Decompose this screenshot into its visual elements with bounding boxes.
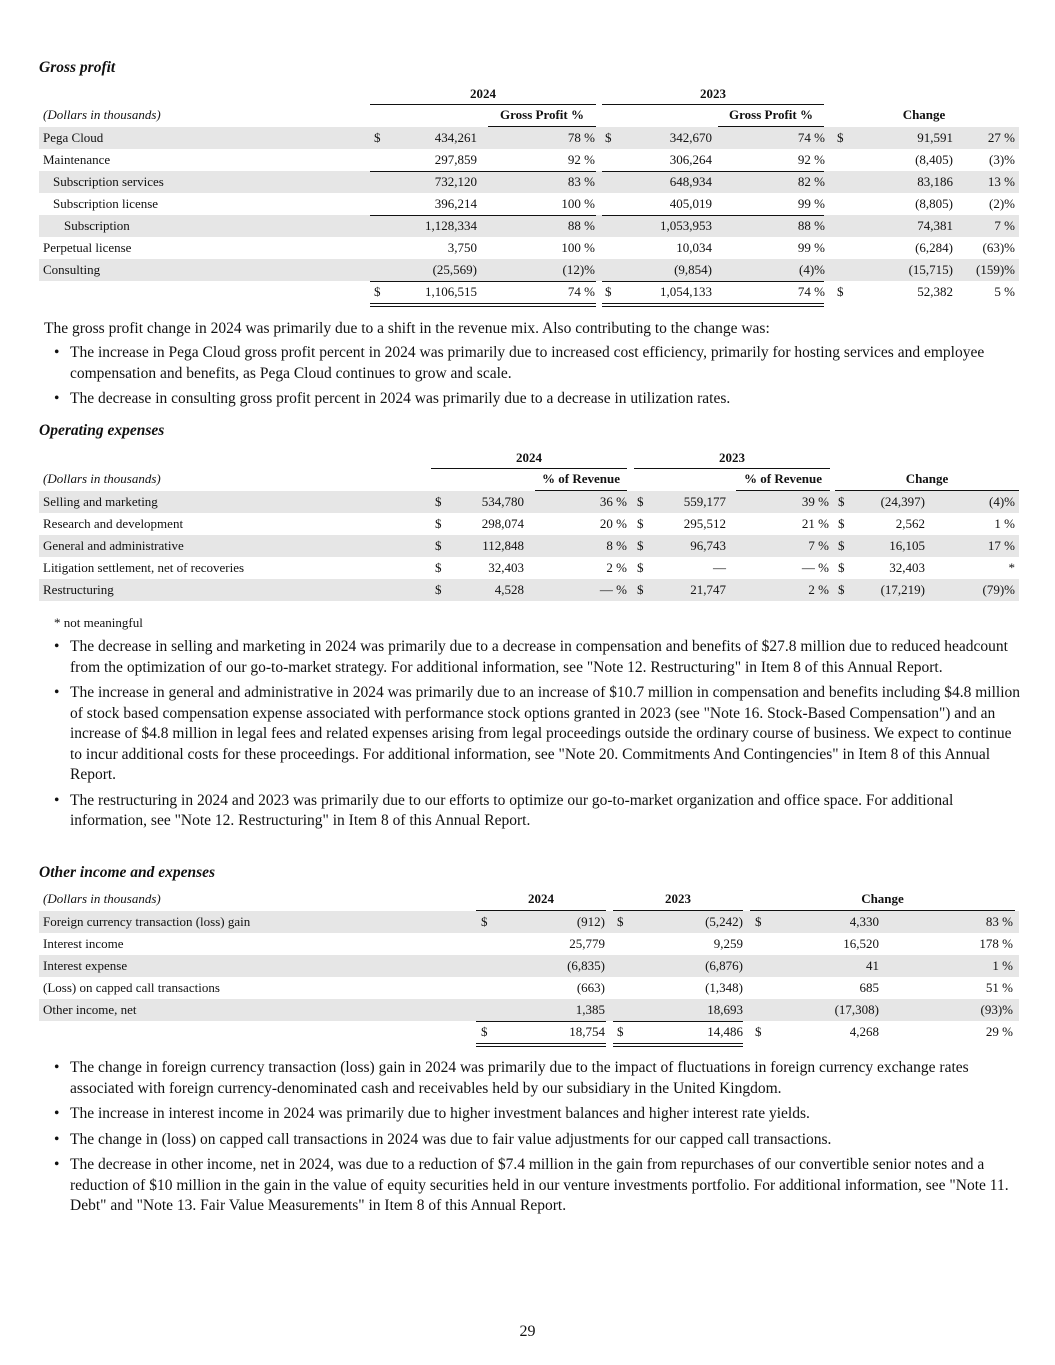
row-label: (Loss) on capped call transactions <box>43 980 220 995</box>
change-value: 91,591 <box>917 130 953 145</box>
change-pct: (159)% <box>976 262 1015 277</box>
subtotal-rule <box>602 215 824 216</box>
currency-symbol: $ <box>637 516 644 531</box>
currency-symbol: $ <box>838 538 845 553</box>
currency-symbol: $ <box>755 1024 762 1039</box>
gp-table-row <box>39 259 1019 281</box>
gp-table-row <box>39 215 1019 237</box>
currency-symbol: $ <box>637 538 644 553</box>
oi-year1-header: 2024 <box>528 891 554 906</box>
change-value: (6,284) <box>915 240 953 255</box>
op-subheader-row <box>39 468 1019 490</box>
value-2024: 3,750 <box>447 240 477 255</box>
other-income-table <box>39 889 1019 1044</box>
value-2024: 434,261 <box>434 130 477 145</box>
value-2024: 1,385 <box>575 1002 605 1017</box>
subtotal-rule <box>370 171 596 172</box>
currency-symbol: $ <box>435 516 442 531</box>
bullet-item <box>54 343 1020 384</box>
change-value: 4,330 <box>849 914 879 929</box>
value-2023: — <box>713 560 726 575</box>
value-2023: 405,019 <box>669 196 712 211</box>
value-2024: 4,528 <box>494 582 524 597</box>
pct-2024: 36 % <box>599 494 627 509</box>
value-2024: (663) <box>576 980 605 995</box>
oi-header-row <box>39 889 1019 909</box>
row-label: Subscription <box>64 218 130 233</box>
change-pct: (93)% <box>980 1002 1013 1017</box>
bullet-icon: • <box>54 1156 60 1173</box>
row-label: Maintenance <box>43 152 111 167</box>
value-2023: 648,934 <box>669 174 712 189</box>
subtotal-rule <box>476 1021 606 1022</box>
bullet-icon: • <box>54 791 60 809</box>
value-2023: 559,177 <box>683 494 726 509</box>
bullet-icon: • <box>54 638 60 655</box>
currency-symbol: $ <box>605 130 612 145</box>
gp-table-row <box>39 193 1019 215</box>
currency-symbol: $ <box>435 538 442 553</box>
gp-bullet-list <box>54 343 1020 415</box>
row-label: Litigation settlement, net of recoveries <box>43 560 245 575</box>
change-value: (8,805) <box>915 196 953 211</box>
value-2023: 21,747 <box>690 582 726 597</box>
gp-pct1-header: Gross Profit % <box>499 107 584 122</box>
change-value: 685 <box>859 980 879 995</box>
gp-subheader-row <box>39 104 1019 126</box>
bullet-item <box>54 1155 1020 1217</box>
change-value: 32,403 <box>889 560 925 575</box>
value-2024: 298,074 <box>481 516 524 531</box>
gp-intro-paragraph: The gross profit change in 2024 was primarily due to a shift in the revenue mix. Also contributing to the change was: <box>44 320 770 337</box>
op-table-row <box>39 579 1019 601</box>
change-value: (8,405) <box>915 152 953 167</box>
subtotal-rule <box>602 171 824 172</box>
currency-symbol: $ <box>435 494 442 509</box>
pct-2024: 2 % <box>606 560 627 575</box>
change-pct: 5 % <box>994 284 1015 299</box>
currency-symbol: $ <box>838 494 845 509</box>
gp-table-row <box>39 127 1019 149</box>
pct-2024: 20 % <box>599 516 627 531</box>
op-change-header: Change <box>905 471 949 486</box>
value-2023: (5,242) <box>705 914 743 929</box>
bullet-text: The change in (loss) on capped call transactions in 2024 was due to fair value adjustments for our capped call transactions. <box>70 1130 832 1148</box>
change-pct: * <box>1008 560 1015 575</box>
change-pct: (63)% <box>982 240 1015 255</box>
value-2023: (1,348) <box>705 980 743 995</box>
pct-2024: 92 % <box>567 152 595 167</box>
pct-2024: 100 % <box>561 196 595 211</box>
pct-2023: 99 % <box>797 196 825 211</box>
subtotal-rule <box>613 1021 743 1022</box>
bullet-icon: • <box>54 1130 60 1148</box>
row-label: Subscription services <box>53 174 164 189</box>
value-2024: (912) <box>576 914 605 929</box>
row-label: Restructuring <box>43 582 114 597</box>
row-label: Consulting <box>43 262 101 277</box>
total-double-rule <box>476 1043 606 1047</box>
pct-2023: 99 % <box>797 240 825 255</box>
op-pct2-header: % of Revenue <box>744 471 822 486</box>
gp-table-row <box>39 149 1019 171</box>
gross-profit-title: Gross profit <box>39 59 116 76</box>
bullet-text: The change in foreign currency transaction (loss) gain in 2024 was primarily due to the impact of fluctuations in foreign currency exchange rates associated with foreign currency-denominated cash and receivables held by our subsidiary in the United Kingdom. <box>70 1059 969 1097</box>
change-pct: 1 % <box>992 958 1013 973</box>
bullet-text: The increase in general and administrative in 2024 was primarily due to an increase of $10.7 million in compensation and benefits including $4.8 million of stock based compensation expense associated with performance stock options granted in 2023 (see "Note 16. Stock-Based Compensation") and an increase of $4.8 million in legal fees and related expenses arising from legal proceedings outside the ordinary course of business. We expect to continue to incur additional costs for these proceedings. For additional information, see "Note 20. Commitments And Contingencies" in Item 8 of this Annual Report. <box>70 684 1020 783</box>
row-label: Interest income <box>43 936 124 951</box>
gp-units-label: (Dollars in thousands) <box>43 107 161 122</box>
value-2024: 32,403 <box>488 560 524 575</box>
change-value: (24,397) <box>880 494 925 509</box>
op-table-row <box>39 513 1019 535</box>
change-pct: (79)% <box>982 582 1015 597</box>
operating-expenses-title: Operating expenses <box>39 422 165 439</box>
change-pct: 29 % <box>985 1024 1013 1039</box>
change-pct: 178 % <box>979 936 1013 951</box>
pct-2023: (4)% <box>799 262 825 277</box>
row-label: Selling and marketing <box>43 494 158 509</box>
op-table-row <box>39 557 1019 579</box>
row-label: Foreign currency transaction (loss) gain <box>43 914 251 929</box>
change-value: (15,715) <box>908 262 953 277</box>
subtotal-rule <box>602 281 824 282</box>
currency-symbol: $ <box>617 914 624 929</box>
pct-2024: (12)% <box>562 262 595 277</box>
value-2024: 112,848 <box>482 538 524 553</box>
pct-2024: 83 % <box>567 174 595 189</box>
oi-table-row <box>39 999 1019 1021</box>
change-pct: (4)% <box>989 494 1015 509</box>
value-2024: 732,120 <box>434 174 477 189</box>
oi-table-row <box>39 977 1019 999</box>
change-pct: 7 % <box>994 218 1015 233</box>
op-table-row <box>39 535 1019 557</box>
currency-symbol: $ <box>617 1024 624 1039</box>
value-2023: (6,876) <box>705 958 743 973</box>
change-pct: (3)% <box>989 152 1015 167</box>
oi-table-row <box>39 955 1019 977</box>
gp-year-header-row <box>39 84 1019 104</box>
op-units-label: (Dollars in thousands) <box>43 471 161 486</box>
change-value: 74,381 <box>917 218 953 233</box>
value-2024: 396,214 <box>434 196 477 211</box>
bullet-text: The decrease in selling and marketing in 2024 was primarily due to a decrease in compensation and benefits of $27.8 million due to reduced headcount from the optimization of our go-to-market strategy. For additional information, see "Note 12. Restructuring" in Item 8 of this Annual Report. <box>70 638 1008 676</box>
bullet-item <box>54 1058 1020 1099</box>
value-2023: 14,486 <box>707 1024 743 1039</box>
bullet-icon: • <box>54 1059 60 1076</box>
op-year1-header: 2024 <box>516 450 542 465</box>
bullet-text: The decrease in consulting gross profit percent in 2024 was primarily due to a decrease in utilization rates. <box>70 390 731 407</box>
pct-2023: 92 % <box>797 152 825 167</box>
row-label: Research and development <box>43 516 184 531</box>
pct-2024: 78 % <box>567 130 595 145</box>
other-income-title: Other income and expenses <box>39 864 216 881</box>
change-pct: 17 % <box>987 538 1015 553</box>
bullet-text: The increase in Pega Cloud gross profit percent in 2024 was primarily due to increased cost efficiency, primarily for hosting services and employee compensation and benefits, as Pega Cloud continues to grow and scale. <box>70 344 985 382</box>
subtotal-rule <box>370 215 596 216</box>
change-value: 4,268 <box>849 1024 879 1039</box>
subtotal-rule <box>370 281 596 282</box>
oi-units-label: (Dollars in thousands) <box>43 891 161 906</box>
pct-2024: — % <box>599 582 627 597</box>
row-label: Perpetual license <box>43 240 132 255</box>
page-number: 29 <box>519 1323 536 1340</box>
oi-table-row <box>39 933 1019 955</box>
bullet-item <box>54 683 1020 786</box>
pct-2023: — % <box>801 560 829 575</box>
op-year2-header: 2023 <box>719 450 745 465</box>
bullet-item <box>54 1130 1020 1151</box>
bullet-icon: • <box>54 1105 60 1122</box>
pct-2023: 7 % <box>808 538 829 553</box>
change-value: (17,308) <box>834 1002 879 1017</box>
change-pct: 83 % <box>985 914 1013 929</box>
bullet-item <box>54 791 1020 832</box>
value-2024: 18,754 <box>569 1024 605 1039</box>
op-year-header-row <box>39 448 1019 468</box>
total-double-rule <box>602 303 824 307</box>
change-pct: (2)% <box>989 196 1015 211</box>
value-2024: 534,780 <box>481 494 524 509</box>
pct-2024: 8 % <box>606 538 627 553</box>
value-2024: 25,779 <box>569 936 605 951</box>
value-2024: (25,569) <box>432 262 477 277</box>
change-value: 2,562 <box>895 516 925 531</box>
currency-symbol: $ <box>837 130 844 145</box>
change-value: 16,520 <box>843 936 879 951</box>
gp-year2-header: 2023 <box>700 86 726 101</box>
value-2023: (9,854) <box>674 262 712 277</box>
row-label: Other income, net <box>43 1002 137 1017</box>
oi-year2-header: 2023 <box>665 891 691 906</box>
oi-change-header: Change <box>861 891 904 906</box>
pct-2024: 88 % <box>567 218 595 233</box>
not-meaningful-footnote: * not meaningful <box>54 615 143 630</box>
value-2023: 9,259 <box>713 936 743 951</box>
gp-year1-header: 2024 <box>470 86 496 101</box>
pct-2024: 100 % <box>561 240 595 255</box>
row-label: General and administrative <box>43 538 184 553</box>
pct-2023: 2 % <box>808 582 829 597</box>
currency-symbol: $ <box>637 560 644 575</box>
value-2024: 1,128,334 <box>425 218 477 233</box>
value-2024: 1,106,515 <box>425 284 477 299</box>
pct-2023: 74 % <box>797 284 825 299</box>
gp-total-row <box>39 281 1019 303</box>
currency-symbol: $ <box>374 130 381 145</box>
currency-symbol: $ <box>637 582 644 597</box>
row-label: Subscription license <box>53 196 159 211</box>
total-double-rule <box>613 1043 743 1047</box>
bullet-item <box>54 1104 1020 1125</box>
total-double-rule <box>370 303 596 307</box>
gp-table-row <box>39 171 1019 193</box>
value-2024: (6,835) <box>567 958 605 973</box>
change-value: 83,186 <box>917 174 953 189</box>
oi-bullet-list <box>54 1058 1020 1222</box>
op-pct1-header: % of Revenue <box>542 471 620 486</box>
currency-symbol: $ <box>838 582 845 597</box>
change-pct: 1 % <box>994 516 1015 531</box>
gp-table-row <box>39 237 1019 259</box>
currency-symbol: $ <box>481 914 488 929</box>
pct-2023: 21 % <box>801 516 829 531</box>
gp-change-header: Change <box>902 107 946 122</box>
value-2023: 295,512 <box>683 516 726 531</box>
currency-symbol: $ <box>838 560 845 575</box>
pct-2023: 88 % <box>797 218 825 233</box>
op-table-row <box>39 491 1019 513</box>
bullet-icon: • <box>54 344 60 361</box>
currency-symbol: $ <box>755 914 762 929</box>
change-pct: 51 % <box>985 980 1013 995</box>
currency-symbol: $ <box>838 516 845 531</box>
currency-symbol: $ <box>605 284 612 299</box>
pct-2024: 74 % <box>567 284 595 299</box>
value-2023: 18,693 <box>707 1002 743 1017</box>
row-label: Pega Cloud <box>43 130 104 145</box>
value-2023: 306,264 <box>669 152 712 167</box>
value-2023: 96,743 <box>690 538 726 553</box>
change-value: 41 <box>866 958 879 973</box>
currency-symbol: $ <box>837 284 844 299</box>
operating-expenses-table <box>39 448 1019 603</box>
currency-symbol: $ <box>637 494 644 509</box>
currency-symbol: $ <box>435 560 442 575</box>
bullet-icon: • <box>54 684 60 701</box>
oi-table-row <box>39 911 1019 933</box>
value-2023: 1,054,133 <box>660 284 712 299</box>
change-value: (17,219) <box>880 582 925 597</box>
bullet-icon: • <box>54 390 60 407</box>
currency-symbol: $ <box>435 582 442 597</box>
gp-pct2-header: Gross Profit % <box>728 107 813 122</box>
change-pct: 27 % <box>987 130 1015 145</box>
pct-2023: 82 % <box>797 174 825 189</box>
value-2024: 297,859 <box>434 152 477 167</box>
value-2023: 10,034 <box>676 240 712 255</box>
pct-2023: 74 % <box>797 130 825 145</box>
bullet-item <box>54 389 1020 410</box>
change-pct: 13 % <box>987 174 1015 189</box>
currency-symbol: $ <box>374 284 381 299</box>
bullet-text: The increase in interest income in 2024 was primarily due to higher investment balances and higher interest rate yields. <box>70 1105 810 1122</box>
bullet-item <box>54 637 1020 678</box>
oi-total-row <box>39 1021 1019 1043</box>
change-value: 52,382 <box>917 284 953 299</box>
op-bullet-list <box>54 637 1020 837</box>
gross-profit-table <box>39 84 1019 304</box>
bullet-text: The decrease in other income, net in 2024, was due to a reduction of $7.4 million in the gain from repurchases of our convertible senior notes and a reduction of $10 million in the gain in the value of equity securities held in our venture investments portfolio. For additional information, see "Note 11. Debt" and "Note 13. Fair Value Measurements" in Item 8 of this Annual Report. <box>70 1156 1009 1214</box>
value-2023: 1,053,953 <box>660 218 712 233</box>
bullet-text: The restructuring in 2024 and 2023 was primarily due to our efforts to optimize our go-to-market organization and office space. For additional information, see "Note 12. Restructuring" in Item 8 of this Annual Report. <box>70 791 954 829</box>
value-2023: 342,670 <box>669 130 712 145</box>
change-value: 16,105 <box>889 538 925 553</box>
pct-2023: 39 % <box>801 494 829 509</box>
currency-symbol: $ <box>481 1024 488 1039</box>
row-label: Interest expense <box>43 958 128 973</box>
